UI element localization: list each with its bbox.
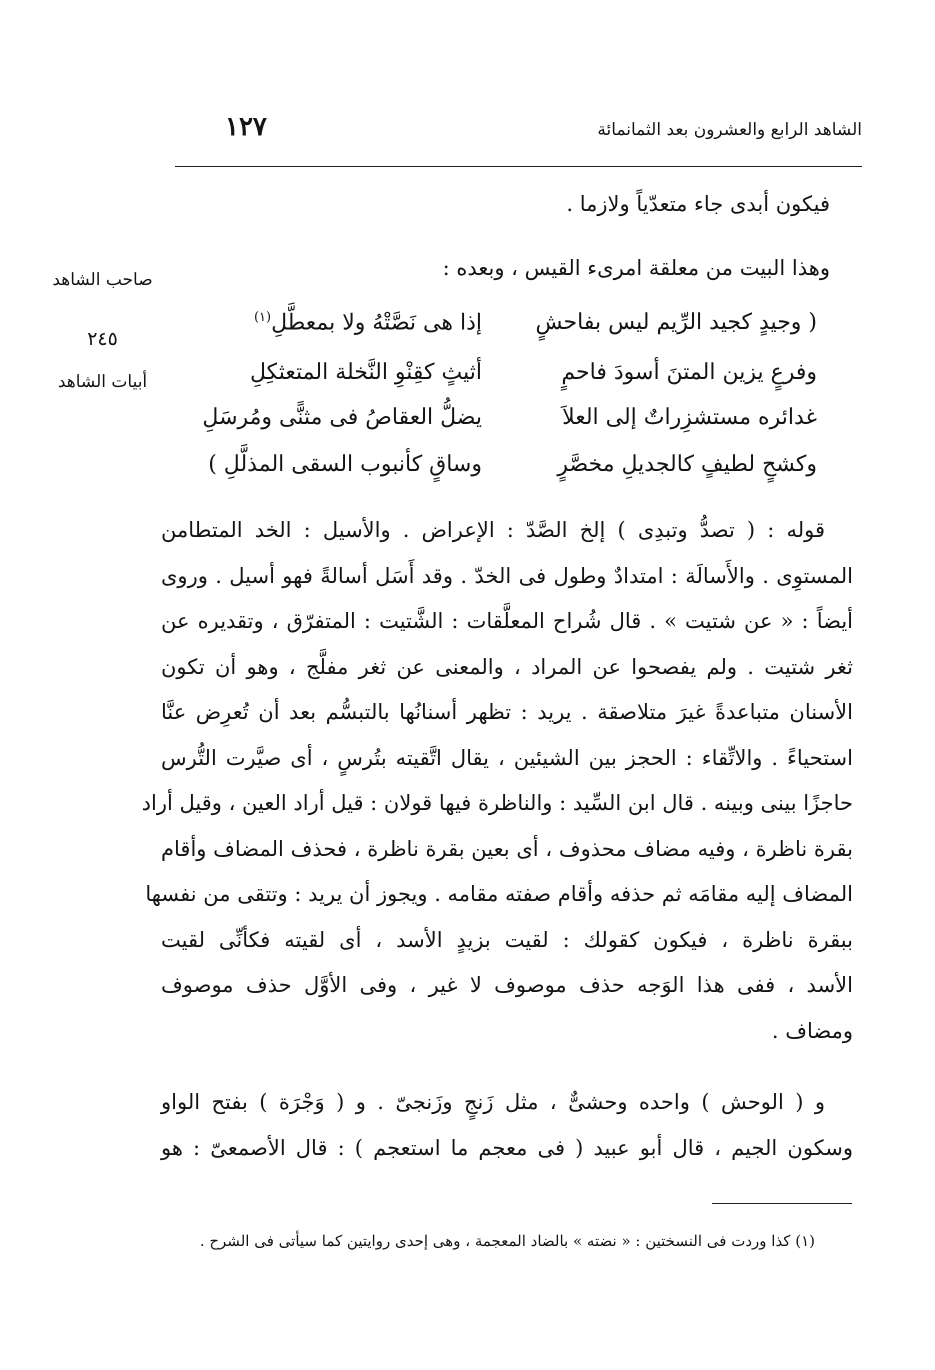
verse-second-hemistich: وساقٍ كأنبوب السقى المذلَّلِ ) — [208, 452, 482, 477]
page-header — [175, 112, 862, 160]
footnote-marker: (١) — [253, 310, 272, 325]
verse-first-hemistich: وفرعٍ يزين المتنَ أسودَ فاحمٍ — [561, 360, 817, 385]
verse-first-hemistich: وكشحٍ لطيفٍ كالجديلِ مخصَّرٍ — [557, 452, 817, 477]
text-line: الأسنان متباعدةً غيرَ متلاصقة . يريد : تظهر أسنانُها بالتبسُّم بعد أن تُعرِض عنَّا — [161, 700, 853, 724]
text-line: الأسد ، ففى هذا الوَجه حذف موصوف لا غير ، وفى الأوَّل حذف موصوف — [161, 973, 853, 997]
intro-line-2: وهذا البيت من معلقة امرىء القيس ، وبعده : — [442, 256, 830, 280]
text-line: بقرة ناظرة ، وفيه مضاف محذوف ، أى بعين بقرة ناظرة ، فحذف المضاف وأقام — [161, 836, 853, 861]
verse-line — [207, 452, 817, 490]
running-title: الشاهد الرابع والعشرون بعد الثمانمائة — [597, 120, 862, 140]
text-line: المضاف إليه مقامَه ثم حذفه وأقام صفته مقامه . ويجوز أن يريد : وتتقى من نفسها — [145, 882, 853, 906]
text-line: ببقرة ناظرة ، فيكون كقولك : لقيت بزيدٍ الأسد ، أى لقيته فكأنِّى لقيت — [161, 927, 853, 952]
intro-line-1: فيكون أبدى جاء متعدّياً ولازما . — [566, 192, 830, 216]
text-line: استحياءً . والاتِّقاء : الحجز بين الشيئين ، يقال اتَّقيته بتُرسٍ ، أى صيَّرت التُّرس — [161, 745, 853, 770]
margin-author-label: صاحب الشاهد — [52, 270, 153, 290]
margin-verses-label: أبيات الشاهد — [57, 372, 148, 392]
verse-second-hemistich: يضلُّ العقاصُ فى مثنًّى ومُرسَلِ — [202, 405, 482, 430]
verse-second-text: إذا هى نَصَّتْهُ ولا بمعطَّلِ — [271, 310, 482, 336]
footnote: (١) كذا وردت فى النسختين : « نضته » بالضاد المعجمة ، وهى إحدى روايتين كما سيأتى فى الشرح . — [199, 1232, 815, 1250]
verse-line — [202, 405, 817, 443]
text-line: المستوِى . والأَسالَة : امتدادٌ وطول فى الخدّ . وقد أَسَل أسالةً فهو أسيل . وروى — [161, 563, 853, 588]
page-number: ١٢٧ — [225, 112, 267, 142]
verse-second-hemistich: أثيثٍ كقِنْوِ النَّخلة المتعثكِلِ — [249, 360, 482, 385]
text-line: ثغر شتيت . ولم يفصحوا عن المراد ، والمعنى عن ثغر مفلَّج ، وهو أن تكون — [161, 654, 853, 679]
verse-first-hemistich: ( وجيدٍ كجيد الرِّيم ليس بفاحشٍ — [535, 310, 817, 335]
verse-line — [207, 360, 817, 398]
verse-second-hemistich — [254, 310, 482, 335]
text-line: ومضاف . — [771, 1018, 853, 1043]
text-line: قوله : ( تصدُّ وتبدِى ) إلخ الصَّدّ : الإعراض . والأسيل : الخد المتطامن — [161, 518, 825, 542]
header-rule — [175, 166, 862, 167]
text-line: وسكون الجيم ، قال أبو عبيد ( فى معجم ما استعجم ) : قال الأصمعىّ : هو — [161, 1135, 853, 1160]
commentary-paragraph-2 — [161, 1080, 853, 1171]
text-line: أيضاً : « عن شتيت » . قال شُراح المعلَّقات : الشَّتيت : المتفرّق ، وتقديره عن — [161, 609, 853, 633]
text-line: و ( الوحش ) واحده وحشىٌّ ، مثل زَنجٍ وزَنجىّ . و ( وَجْرَة ) بفتح الواو — [161, 1090, 825, 1114]
verse-first-hemistich: غدائره مستشزِراتٌ إلى العلاَ — [562, 405, 817, 430]
commentary-paragraph — [141, 508, 853, 1054]
text-line: حاجزًا بينى وبينه . قال ابن السِّيد : والناظرة فيها قولان : قيل أراد العين ، وقيل أراد — [141, 791, 853, 815]
footnote-separator — [712, 1203, 852, 1204]
verse-line — [207, 310, 817, 348]
margin-reference-number: ٢٤٥ — [87, 328, 118, 350]
